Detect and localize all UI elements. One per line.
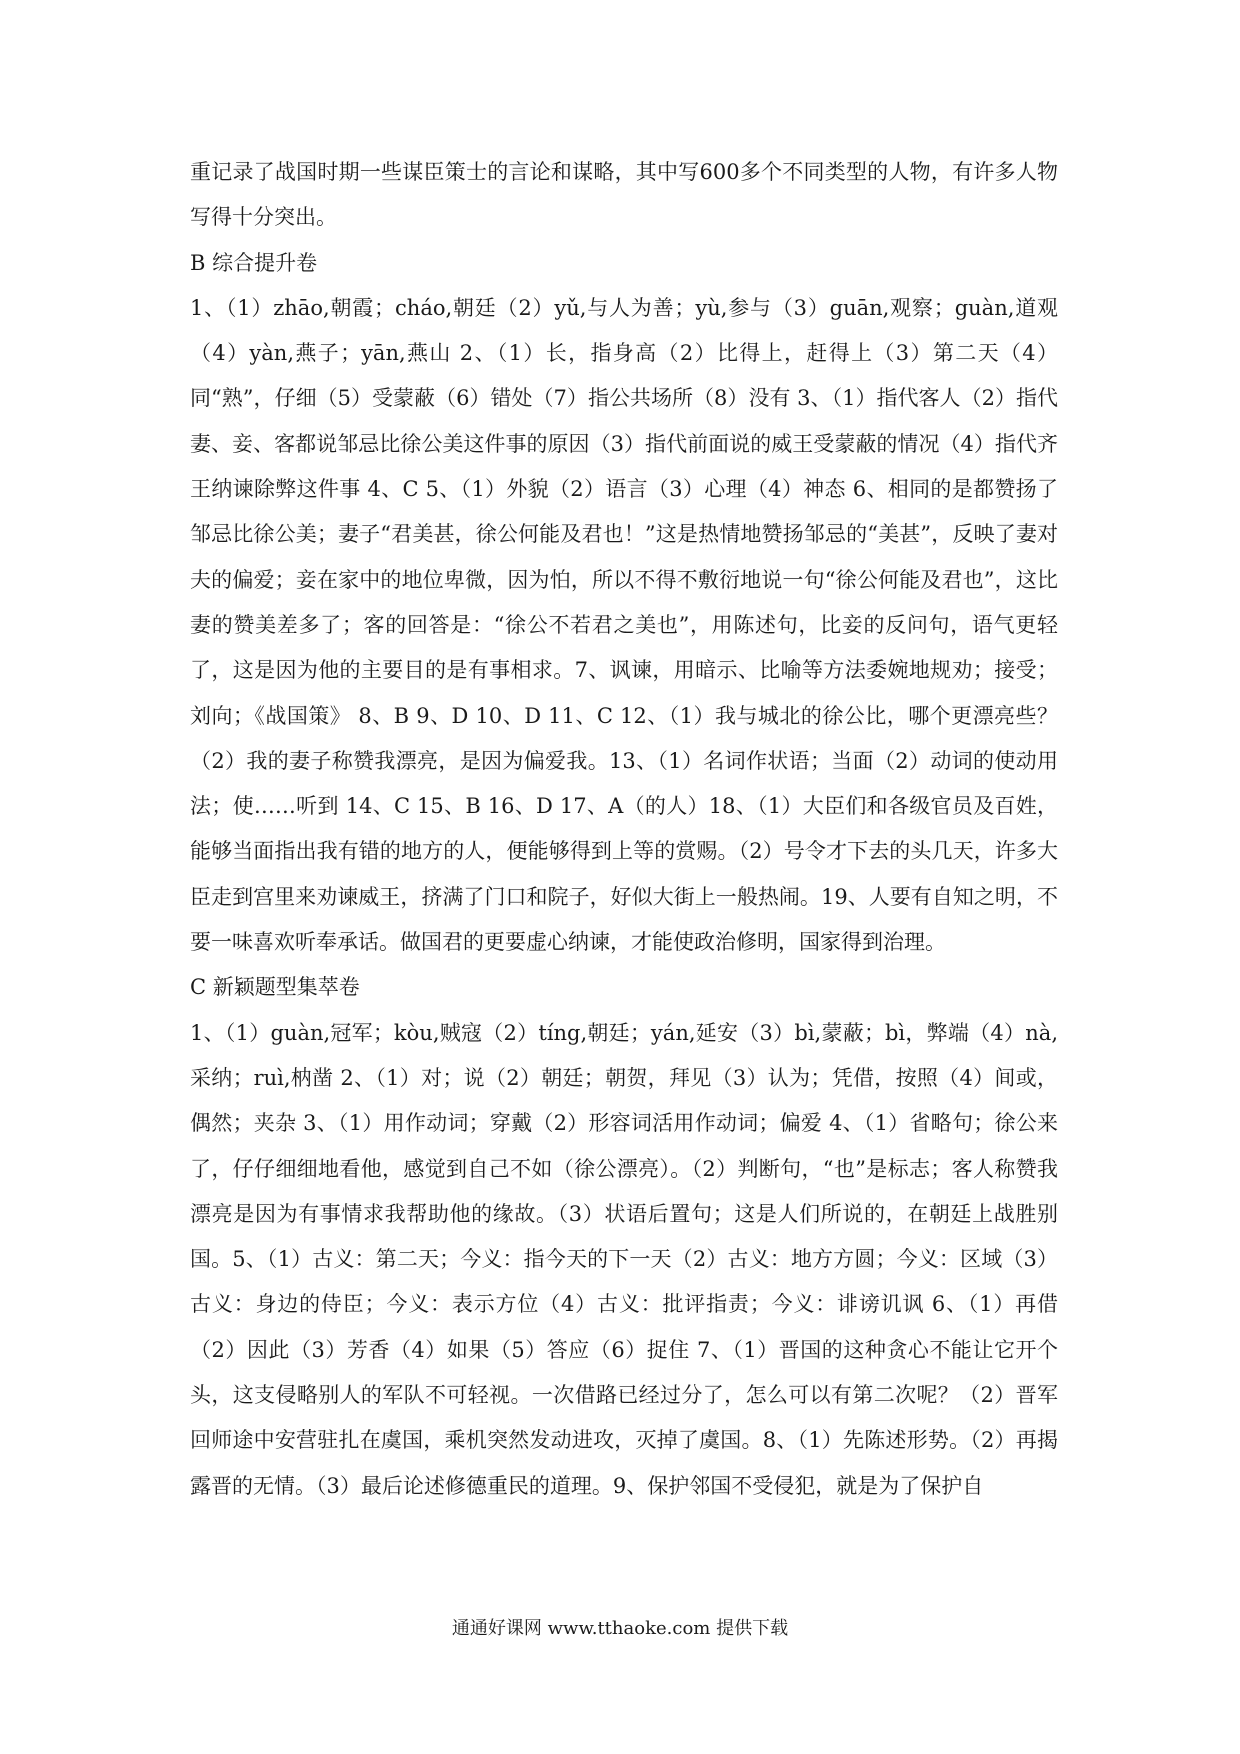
section-b-title: B 综合提升卷 [190, 250, 318, 275]
section-c-answers: 1、（1）guàn,冠军；kòu,贼寇（2）tíng,朝廷；yán,延安（3）bì,蒙蔽；bì，弊端（4）nà,采纳；ruì,枘凿 2、（1）对；说（2）朝廷；朝贺，拜见（3）认为；凭借，按照（4）间或，偶然；夹杂 3、（1）用作动词；穿戴（2）形容词活用作动词；偏爱 4、（1）省略句；徐公来了，仔仔细细地看他，感觉到自己不如（徐公漂亮）。（2）判断句，“也”是标志；客人称赞我漂亮是因为有事情求我帮助他的缘故。（3）状语后置句；这是人们所说的，在朝廷上战胜别国。5、（1）古义：第二天；今义：指今天的下一天（2）古义：地方方圆；今义：区域（3）古义：身边的侍臣；今义：表示方位（4）古义：批评指责；今义：诽谤讥讽 6、（1）再借（2）因此（3）芳香（4）如果（5）答应（6）捉住 7、（1）晋国的这种贪心不能让它开个头，这支侵略别人的军队不可轻视。一次借路已经过分了，怎么可以有第二次呢？（2）晋军回师途中安营驻扎在虞国，乘机突然发动进攻，灭掉了虞国。8、（1）先陈述形势。（2）再揭露晋的无情。（3）最后论述修德重民的道理。9、保护邻国不受侵犯，就是为了保护自 [190, 1020, 1058, 1498]
section-c-title: C 新颖题型集萃卷 [190, 975, 360, 1000]
page-footer: 通通好课网 www.tthaoke.com 提供下载 [451, 1618, 789, 1639]
intro-paragraph: 重记录了战国时期一些谋臣策士的言论和谋略，其中写600多个不同类型的人物，有许多人物写得十分突出。 [190, 160, 1058, 230]
section-b-answers: 1、（1）zhāo,朝霞；cháo,朝廷（2）yǔ,与人为善；yù,参与（3）guān,观察；guàn,道观（4）yàn,燕子；yān,燕山 2、（1）长，指身高（2）比得上，赶得上（3）第二天（4）同“熟”，仔细（5）受蒙蔽（6）错处（7）指公共场所（8）没有 3、（1）指代客人（2）指代妻、妾、客都说邹忌比徐公美这件事的原因（3）指代前面说的威王受蒙蔽的情况（4）指代齐王纳谏除弊这件事 4、C 5、（1）外貌（2）语言（3）心理（4）神态 6、相同的是都赞扬了邹忌比徐公美；妻子“君美甚，徐公何能及君也！”这是热情地赞扬邹忌的“美甚”，反映了妻对夫的偏爱；妾在家中的地位卑微，因为怕，所以不得不敷衍地说一句“徐公何能及君也”，这比妻的赞美差多了；客的回答是：“徐公不若君之美也”，用陈述句，比妾的反问句，语气更轻了，这是因为他的主要目的是有事相求。7、讽谏，用暗示、比喻等方法委婉地规劝；接受；刘向；《战国策》 8、B 9、D 10、D 11、C 12、（1）我与城北的徐公比，哪个更漂亮些？（2）我的妻子称赞我漂亮，是因为偏爱我。13、（1）名词作状语；当面（2）动词的使动用法；使……听到 14、C 15、B 16、D 17、A（的人）18、（1）大臣们和各级官员及百姓，能够当面指出我有错的地方的人，便能够得到上等的赏赐。（2）号令才下去的头几天，许多大臣走到宫里来劝谏威王，挤满了门口和院子，好似大街上一般热闹。19、人要有自知之明，不要一味喜欢听奉承话。做国君的更要虚心纳谏，才能使政治修明，国家得到治理。 [190, 295, 1058, 955]
document-body [190, 150, 1058, 1509]
